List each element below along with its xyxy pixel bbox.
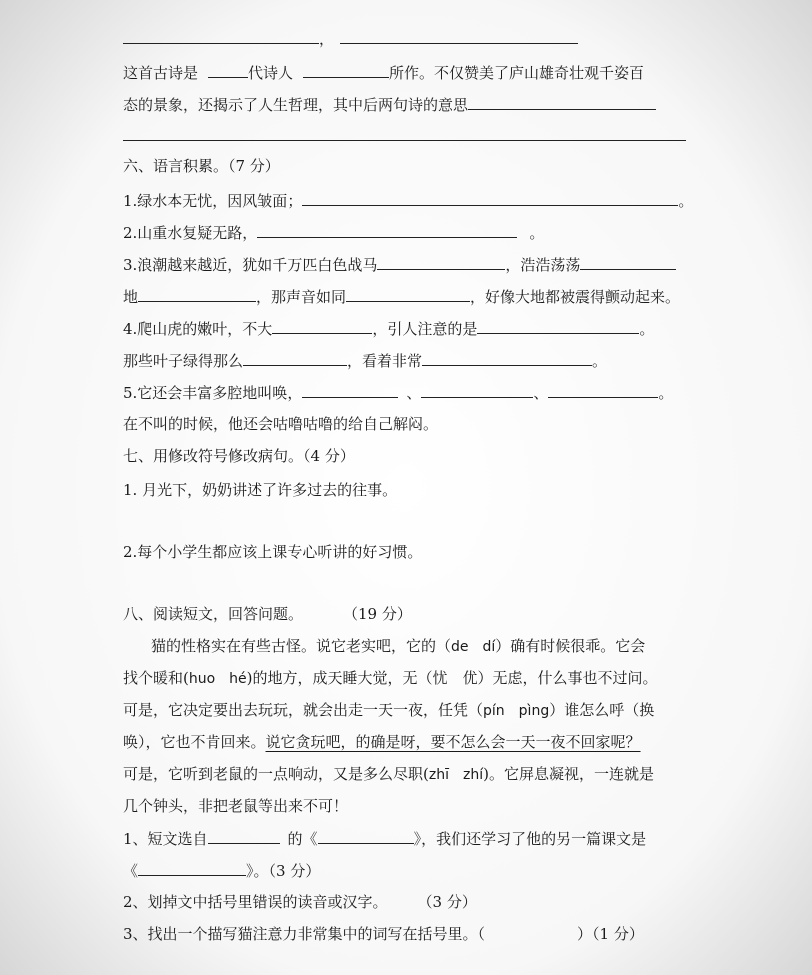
sec7-s1: 1. 月光下，奶奶讲述了许多过去的往事。 — [123, 481, 398, 499]
blank[interactable] — [468, 94, 656, 110]
comma: ， — [319, 30, 335, 48]
sec6-q4-line2: 那些叶子绿得那么 ，看着非常 。 — [123, 352, 608, 370]
sec6-q5-line2: 在不叫的时候，他还会咕噜咕噜的给自己解闷。 — [123, 415, 439, 433]
passage-line-5: 可是，它听到老鼠的一点响动，又是多么尽职(zhī zhí)。它屏息凝视，一连就是 — [123, 765, 654, 783]
sec6-q3-line2: 地 ，那声音如同 ，好像大地都被震得颤动起来。 — [123, 288, 681, 306]
underlined-sentence: 说它贪玩吧，的确是呀，要不怎么会一天一夜不回家呢？ — [265, 733, 641, 751]
sec6-q3-line1: 3.浪潮越来越近，犹如千万匹白色战马 ，浩浩荡荡 — [123, 254, 752, 275]
blank[interactable] — [580, 254, 676, 270]
passage-line-3: 可是，它决定要出去玩玩，就会出走一天一夜，任凭（pín pìng）谁怎么呼（换 — [123, 701, 655, 719]
blank[interactable] — [123, 28, 319, 44]
blank[interactable] — [346, 286, 470, 302]
answer-rule[interactable] — [123, 140, 686, 141]
passage-line-6: 几个钟头，非把老鼠等出来不可！ — [123, 797, 349, 815]
blank[interactable] — [377, 254, 505, 270]
sec8-q1-line1: 1、短文选自 的《 》，我们还学习了他的另一篇课文是 — [123, 830, 647, 848]
blank[interactable] — [421, 382, 533, 398]
poem-question-line-2: 态的景象，还揭示了人生哲理，其中后两句诗的意思 — [123, 94, 752, 115]
blank[interactable] — [303, 62, 389, 78]
blank[interactable] — [257, 222, 517, 238]
blank[interactable] — [302, 382, 398, 398]
blank[interactable] — [477, 318, 639, 334]
blank[interactable] — [138, 286, 256, 302]
sec8-q2: 2、划掉文中括号里错误的读音或汉字。 （3 分） — [123, 893, 477, 911]
sec8-q3: 3、找出一个描写猫注意力非常集中的词写在括号里。（ ）（1 分） — [123, 925, 644, 943]
blank[interactable] — [318, 828, 414, 844]
sec6-q4-line1: 4.爬山虎的嫩叶，不大 ，引人注意的是 。 — [123, 320, 655, 338]
section-7-title: 七、用修改符号修改病句。（4 分） — [123, 447, 355, 465]
blank[interactable] — [208, 828, 280, 844]
sec6-q5-line1: 5.它还会丰富多腔地叫唤， 、 、 。 — [123, 384, 674, 402]
blank[interactable] — [272, 318, 372, 334]
sec6-q1: 1.绿水本无忧，因风皱面； 。 — [123, 192, 694, 210]
blank[interactable] — [243, 350, 347, 366]
sec7-s2: 2.每个小学生都应该上课专心听讲的好习惯。 — [123, 543, 423, 561]
blank[interactable] — [340, 28, 578, 44]
blank[interactable] — [208, 62, 248, 78]
poem-question-line-1: 这首古诗是 代诗人 所作。不仅赞美了庐山雄奇壮观千姿百 — [123, 64, 645, 82]
blank[interactable] — [548, 382, 658, 398]
sec8-q1-line2: 《 》。（3 分） — [123, 862, 321, 880]
blank[interactable] — [138, 860, 246, 876]
passage-line-1: 猫的性格实在有些古怪。说它老实吧，它的（de dí）确有时候很乖。它会 — [151, 637, 646, 655]
section-8-title: 八、阅读短文，回答问题。 （19 分） — [123, 605, 412, 623]
sec6-q2: 2.山重水复疑无路， 。 — [123, 224, 545, 242]
section-6-title: 六、语言积累。（7 分） — [123, 157, 280, 175]
passage-line-4: 唤），它也不肯回来。说它贪玩吧，的确是呀，要不怎么会一天一夜不回家呢？ — [123, 733, 641, 751]
passage-line-2: 找个暖和(huo hé)的地方，成天睡大觉，无（忧 优）无虑，什么事也不过问。 — [123, 669, 658, 687]
blank[interactable] — [302, 190, 678, 206]
poem-answer-line — [123, 28, 752, 49]
blank[interactable] — [422, 350, 592, 366]
